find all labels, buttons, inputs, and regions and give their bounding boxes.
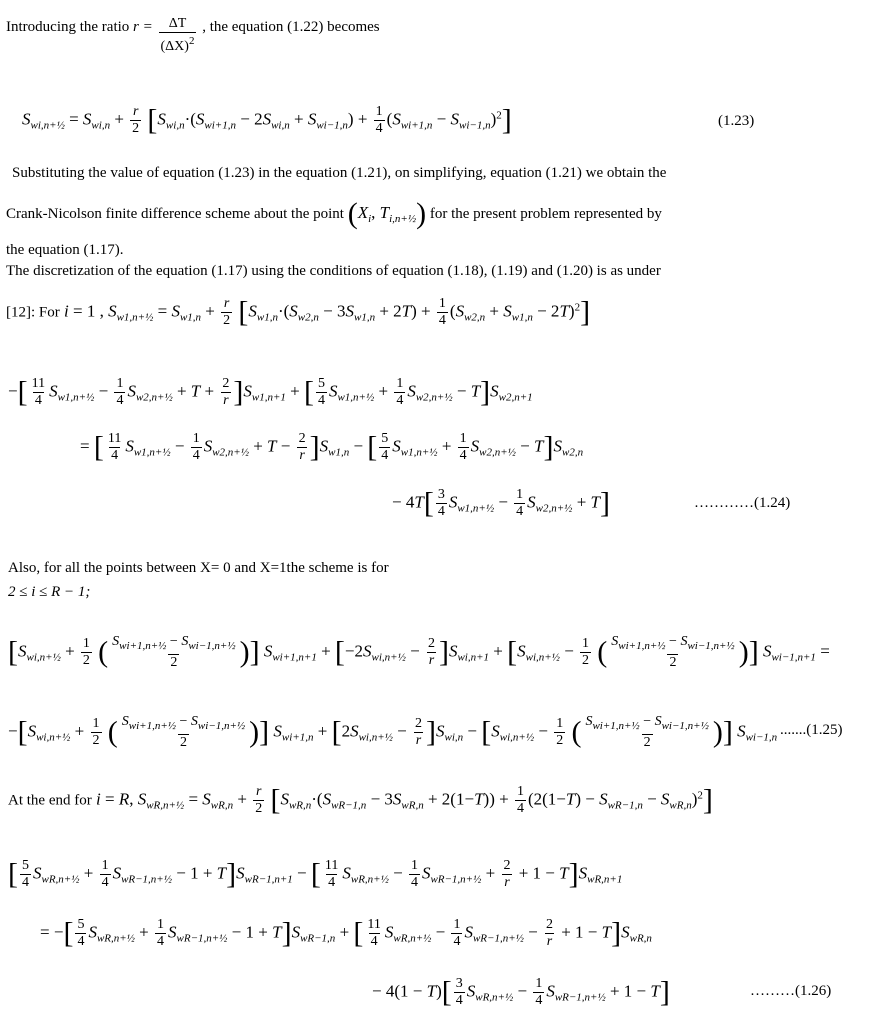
point-notation: ($X_i$, $T_{i,n+\frac{1}{2}}$) [347,197,427,230]
equation-1-24-line-2: = [ $\frac{11}{4}$ $S_{w1,n+\frac{1}{2}}$ − $\frac{1}{4}$ $S_{w2,n+\frac{1}{2}} + T$ − $\frac{2}{r}$ ]$S_{w1,n}$ − [ $\frac{5}{4}$ $S_{w1,n+\frac{1}{2}}$ + $\frac{1}{4}$ $S_{w2,n+\frac{1}{2}} - T]S_{w2,n}$ [80,430,584,464]
equation-boundary-i1: [12]: For i = 1 , $S_{w1,n+\frac{1}{2}} = S_{w1,n}$ + $\frac{r}{2}$ [$S_{w1,n}\cdot(S_{w2,n} - 3S_{w1,n} + 2T)$ + $\frac{1}{4}$ $(S_{w2,n} + S_{w1,n} - 2T)^2$] [6,295,591,329]
equation-1-24-line-1: −[ $\frac{11}{4}$ $S_{w1,n+\frac{1}{2}}$ − $\frac{1}{4}$ $S_{w2,n+\frac{1}{2}} + T$ + $\frac{2}{r}$ ]$S_{w1,n+1}$ + [ $\frac{5}{4}$ $S_{w1,n+\frac{1}{2}}$ + $\frac{1}{4}$ $S_{w2,n+\frac{1}{2}} - T]S_{w2,n+1}$ [8,375,533,409]
substituting-line-1: Substituting the value of equation (1.23) in the equation (1.21), on simplifying, equation (1.21) we obtain the [12,165,667,181]
equation-1-25-line-2: $-[S_{wi,n+\frac{1}{2}}$ + $\frac{1}{2}$ ( $\frac{S_{wi+1,n+\frac{1}{2}} - S_{wi-1,n+\frac{1}{2}}}{2}$ )] $S_{wi+1,n} + [2S_{wi,n+\frac{1}{2}}$ − $\frac{2}{r}$ ]$S_{wi,n} - [S_{wi,n+\frac{1}{2}}$ − $\frac{1}{2}$ ( $\frac{S_{wi+1,n+\frac{1}{2}} - S_{wi-1,n+\frac{1}{2}}}{2}$ )] $S_{wi-1,n}$ [8,714,778,750]
equation-1-23: $S_{wi,n+\frac{1}{2}} = S_{wi,n}$ + $\frac{r}{2}$ [$S_{wi,n}\cdot(S_{wi+1,n} - 2S_{wi,n} + S_{wi-1,n})$ + $\frac{1}{4}$ $(S_{wi+1,n} - S_{wi-1,n})^2$] [22,103,512,137]
substituting-line-2-suffix: for the present problem represented by [429,205,662,222]
equation-1-25-line-1: [$S_{wi,n+\frac{1}{2}}$ + $\frac{1}{2}$ ( $\frac{S_{wi+1,n+\frac{1}{2}} - S_{wi-1,n+\frac{1}{2}}}{2}$ )] $S_{wi+1,n+1} + [-2S_{wi,n+\frac{1}{2}}$ − $\frac{2}{r}$ ]$S_{wi,n+1} + [S_{wi,n+\frac{1}{2}}$ − $\frac{1}{2}$ ( $\frac{S_{wi+1,n+\frac{1}{2}} - S_{wi-1,n+\frac{1}{2}}}{2}$ )] $S_{wi-1,n+1}$ = [8,634,830,670]
equation-1-23-number: (1.23) [718,113,755,129]
ratio-den-exp: 2 [188,35,195,47]
ratio-fraction [159,16,197,55]
equation-1-24-line-3: − 4T[ $\frac{3}{4}$ $S_{w1,n+\frac{1}{2}}$ − $\frac{1}{4}$ $S_{w2,n+\frac{1}{2}} + T$] [392,486,610,520]
also-line-2: 2 ≤ i ≤ R − 1; [8,584,91,600]
equation-1-26-line-1: [ $\frac{5}{4}$ $S_{wR,n+\frac{1}{2}}$ + $\frac{1}{4}$ $S_{wR-1,n+\frac{1}{2}} - 1 + T]S_{wR-1,n+1}$ − [ $\frac{11}{4}$ $S_{wR,n+\frac{1}{2}}$ − $\frac{1}{4}$ $S_{wR-1,n+\frac{1}{2}}$ + $\frac{2}{r}$ + $1 - T]S_{wR,n+1}$ [8,857,623,891]
equation-1-26-number: ………(1.26) [750,983,832,999]
equation-boundary-iR: At the end for i = R, $S_{wR,n+\frac{1}{2}} = S_{wR,n}$ + $\frac{r}{2}$ [$S_{wR,n}\cdot(S_{wR-1,n} - 3S_{wR,n} + 2(1-T))$ + $\frac{1}{4}$ $(2(1-T) - S_{wR-1,n} - S_{wR,n})^2$] [8,783,713,817]
substituting-line-2-prefix: Crank-Nicolson finite difference scheme about the point [6,205,344,222]
intro-prefix: Introducing the ratio [6,18,130,35]
equation-1-26-line-3: − 4(1 − T)[ $\frac{3}{4}$ $S_{wR,n+\frac{1}{2}}$ − $\frac{1}{4}$ $S_{wR-1,n+\frac{1}{2}} + 1 - T$] [372,975,670,1009]
discretization-line-2-prefix: [12]: For [6,304,60,321]
intro-suffix: , the equation (1.22) becomes [202,18,380,35]
intro-paragraph [6,8,380,54]
equation-1-25-number: .......(1.25) [780,722,843,738]
discretization-line-1: The discretization of the equation (1.17) using the conditions of equation (1.18), (1.19) and (1.20) is as under [6,263,661,279]
substituting-line-3: the equation (1.17). [6,242,124,258]
ratio-denominator [159,32,197,55]
equation-1-26-line-2: = −[ $\frac{5}{4}$ $S_{wR,n+\frac{1}{2}}$ + $\frac{1}{4}$ $S_{wR-1,n+\frac{1}{2}} - 1 + T]S_{wR-1,n}$ + [ $\frac{11}{4}$ $S_{wR,n+\frac{1}{2}}$ − $\frac{1}{4}$ $S_{wR-1,n+\frac{1}{2}}$ − $\frac{2}{r}$ + $1 - T]S_{wR,n}$ [40,916,652,950]
substituting-line-2 [6,197,662,230]
ratio-numerator: ΔT [168,16,187,31]
equation-1-24-number: …………(1.24) [694,495,791,511]
ratio-lhs: r = [133,18,153,35]
end-prefix: At the end for [8,792,92,809]
ratio-den-base: (ΔX) [160,39,189,54]
also-line-1: Also, for all the points between X= 0 and X=1the scheme is for [8,560,389,576]
